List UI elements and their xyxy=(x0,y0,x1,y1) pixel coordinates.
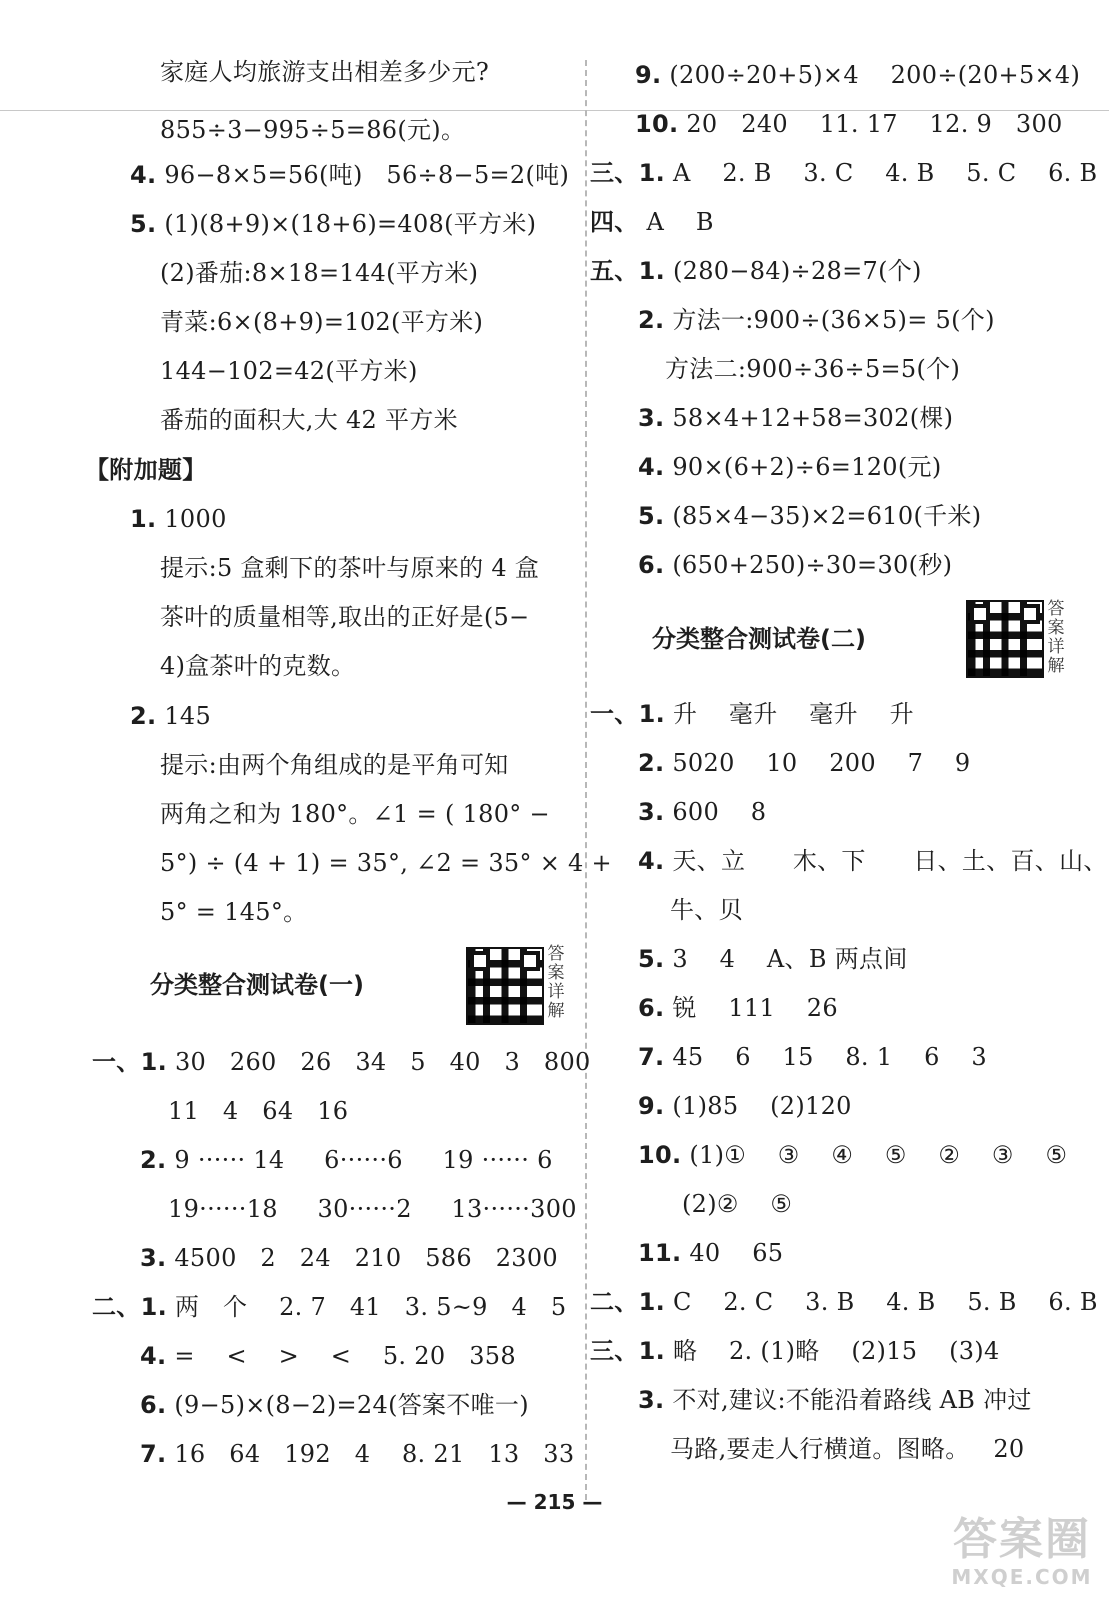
answer-line: 9. (1)85 (2)120 xyxy=(638,1092,852,1120)
hint-line: 4)盒茶叶的克数。 xyxy=(160,652,356,680)
answer-line: 五、1. (280−84)÷28=7(个) xyxy=(590,257,922,285)
watermark-logo: 答案圈 MXQE.COM xyxy=(951,1514,1093,1589)
answer-line: 2. 9 ······ 14 6······6 19 ······ 6 xyxy=(140,1146,553,1174)
answer-line: 6. (9−5)×(8−2)=24(答案不唯一) xyxy=(140,1391,529,1419)
answer-line: 10. (1)① ③ ④ ⑤ ② ③ ⑤ xyxy=(638,1141,1068,1169)
answer-line: 855÷3−995÷5=86(元)。 xyxy=(160,116,466,144)
answer-line: 4. = < > < 5. 20 358 xyxy=(140,1342,516,1370)
answer-line: 3. 不对,建议:不能沿着路线 AB 冲过 xyxy=(638,1386,1032,1414)
bonus-heading: 【附加题】 xyxy=(85,455,207,484)
answer-line: 2. 145 xyxy=(130,702,212,730)
answer-line: 11 4 64 16 xyxy=(168,1097,349,1125)
qr-code-icon[interactable] xyxy=(966,600,1044,678)
answer-line: (2)番茄:8×18=144(平方米) xyxy=(160,259,479,287)
hint-line: 5° = 145°。 xyxy=(160,898,308,926)
answer-line: 4. 96−8×5=56(吨) 56÷8−5=2(吨) xyxy=(130,161,570,189)
answer-line: 4. 天、立 木、下 日、土、百、山、 xyxy=(638,847,1108,875)
answer-line: 二、1. 两 个 2. 7 41 3. 5~9 4 5 xyxy=(92,1293,567,1321)
answer-line: 11. 40 65 xyxy=(638,1239,784,1267)
answer-line: 5. (1)(8+9)×(18+6)=408(平方米) xyxy=(130,210,537,238)
hint-line: 提示:由两个角组成的是平角可知 xyxy=(160,751,509,779)
answer-line: 7. 16 64 192 4 8. 21 13 33 xyxy=(140,1440,575,1468)
answer-line: 6. (650+250)÷30=30(秒) xyxy=(638,551,953,579)
answer-line: 1. 1000 xyxy=(130,505,227,533)
answer-line: 5. 3 4 A、B 两点间 xyxy=(638,945,908,973)
answer-line: 3. 4500 2 24 210 586 2300 xyxy=(140,1244,558,1272)
page-number: — 215 — xyxy=(506,1490,603,1514)
column-divider xyxy=(585,60,587,1500)
hint-line: 提示:5 盒剩下的茶叶与原来的 4 盒 xyxy=(160,554,540,582)
answer-line: 三、1. 略 2. (1)略 (2)15 (3)4 xyxy=(590,1337,1000,1365)
answer-line: 四、 A B xyxy=(590,208,714,236)
answer-line: 3. 58×4+12+58=302(棵) xyxy=(638,404,954,432)
answer-line: 三、1. A 2. B 3. C 4. B 5. C 6. B xyxy=(590,159,1098,187)
answer-line: 3. 600 8 xyxy=(638,798,767,826)
answer-line: 144−102=42(平方米) xyxy=(160,357,418,385)
hint-line: 两角之和为 180°。∠1 = ( 180° − xyxy=(160,800,550,828)
answer-line: 5. (85×4−35)×2=610(千米) xyxy=(638,502,982,530)
answer-line: 19······18 30······2 13······300 xyxy=(168,1195,577,1223)
answer-line: 2. 5020 10 200 7 9 xyxy=(638,749,971,777)
hint-line: 茶叶的质量相等,取出的正好是(5− xyxy=(160,603,530,631)
answer-line: 2. 方法一:900÷(36×5)= 5(个) xyxy=(638,306,995,334)
answer-line: 番茄的面积大,大 42 平方米 xyxy=(160,406,458,434)
qr-label: 答案详解 xyxy=(547,944,565,1021)
answer-line: 一、1. 升 毫升 毫升 升 xyxy=(590,700,914,728)
answer-line: (2)② ⑤ xyxy=(682,1190,793,1218)
answer-line: 二、1. C 2. C 3. B 4. B 5. B 6. B xyxy=(590,1288,1098,1316)
answer-line: 10. 20 240 11. 17 12. 9 300 xyxy=(635,110,1063,138)
qr-code-icon[interactable] xyxy=(466,947,544,1025)
qr-label: 答案详解 xyxy=(1047,599,1065,676)
answer-line: 牛、贝 xyxy=(670,896,743,924)
section-title-1: 分类整合测试卷(一) xyxy=(150,971,364,999)
section-title-2: 分类整合测试卷(二) xyxy=(652,625,866,653)
answer-line: 一、1. 30 260 26 34 5 40 3 800 xyxy=(92,1048,591,1076)
answer-line: 方法二:900÷36÷5=5(个) xyxy=(665,355,961,383)
answer-line: 家庭人均旅游支出相差多少元? xyxy=(160,58,490,86)
answer-line: 7. 45 6 15 8. 1 6 3 xyxy=(638,1043,987,1071)
answer-line: 青菜:6×(8+9)=102(平方米) xyxy=(160,308,484,336)
answer-line: 4. 90×(6+2)÷6=120(元) xyxy=(638,453,942,481)
hint-line: 5°) ÷ (4 + 1) = 35°, ∠2 = 35° × 4 + xyxy=(160,849,612,877)
answer-line: 9. (200÷20+5)×4 200÷(20+5×4) xyxy=(635,61,1081,89)
answer-line: 马路,要走人行横道。图略。 20 xyxy=(670,1435,1025,1463)
answer-line: 6. 锐 111 26 xyxy=(638,994,838,1022)
